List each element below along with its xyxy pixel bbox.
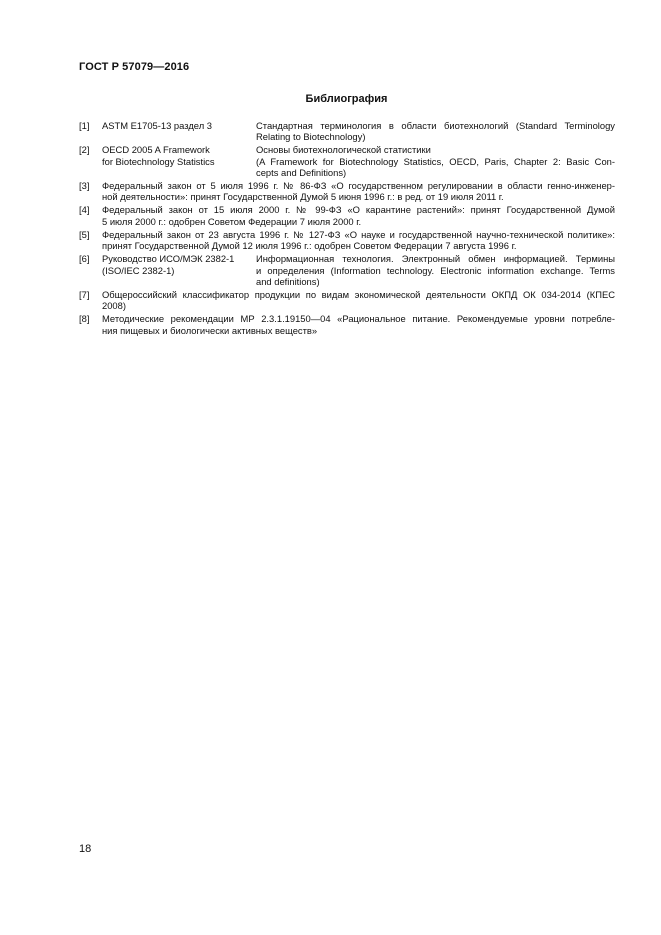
entry-description <box>256 253 615 287</box>
source-line: for Biotechnology Statistics <box>102 155 215 167</box>
description-line: Стандартная терминология в области биотехнологий (Standard Terminology <box>256 120 615 131</box>
source-line: (ISO/IEC 2382-1) <box>102 264 175 276</box>
bibliography-entry <box>79 204 615 227</box>
entry-line: Федеральный закон от 15 июля 2000 г. № 99-ФЗ «О карантине растений»: принят Государственной Думой <box>102 204 615 216</box>
entry-text <box>102 289 615 312</box>
document-header: ГОСТ Р 57079—2016 <box>79 61 190 73</box>
entry-number: [4] <box>79 204 90 216</box>
bibliography-entry <box>79 229 615 252</box>
entry-number: [5] <box>79 228 90 240</box>
entry-description <box>256 120 615 143</box>
source-line: Руководство ИСО/МЭК 2382-1 <box>102 253 235 265</box>
description-line: Основы биотехнологической статистики <box>256 144 431 156</box>
entry-source <box>102 120 256 143</box>
description-line: and definitions) <box>256 275 320 287</box>
bibliography-entry <box>79 313 615 336</box>
bibliography-list <box>79 120 615 338</box>
entry-line: ния пищевых и биологически активных веществ» <box>102 324 318 336</box>
page-title <box>0 93 661 105</box>
bibliography-entry <box>79 180 615 203</box>
entry-line: 5 июля 2000 г.: одобрен Советом Федерации 7 июля 2000 г. <box>102 215 362 227</box>
entry-line: ной деятельности»: принят Государственной Думой 5 июня 1996 г.: в ред. от 19 июля 2011 г. <box>102 191 504 203</box>
entry-source <box>102 144 256 178</box>
bibliography-entry <box>79 289 615 312</box>
entry-number: [8] <box>79 313 90 325</box>
entry-line: 2008) <box>102 300 126 312</box>
entry-number: [6] <box>79 253 90 265</box>
entry-number: [7] <box>79 288 90 300</box>
entry-number: [1] <box>79 120 90 131</box>
bibliography-entry <box>79 120 615 143</box>
bibliography-title: Библиография <box>305 93 388 105</box>
description-line: cepts and Definitions) <box>256 166 347 178</box>
source-line: ASTM E1705-13 раздел 3 <box>102 120 212 131</box>
entry-number: [3] <box>79 180 90 192</box>
description-line: Relating to Biotechnology) <box>256 131 366 143</box>
description-line: и определения (Information technology. Electronic information exchange. Terms <box>256 264 615 276</box>
page-number: 18 <box>79 843 92 855</box>
entry-line: принят Государственной Думой 12 июля 1996 г.: одобрен Советом Федерации 7 августа 1996 г. <box>102 240 517 252</box>
description-line: Информационная технология. Электронный обмен информацией. Термины <box>256 253 615 265</box>
entry-text <box>102 204 615 227</box>
entry-line: Методические рекомендации МР 2.3.1.19150—04 «Рациональное питание. Рекомендуемые уровни потребле- <box>102 313 615 325</box>
bibliography-entry <box>79 253 615 287</box>
bibliography-entry <box>79 144 615 178</box>
entry-line: Федеральный закон от 5 июля 1996 г. № 86-ФЗ «О государственном регулировании в области генно-инженер- <box>102 180 615 192</box>
entry-source <box>102 253 256 287</box>
entry-line: Федеральный закон от 23 августа 1996 г. № 127-ФЗ «О науке и государственной научно-технической политике»: <box>102 228 615 240</box>
entry-text <box>102 229 615 252</box>
entry-line: Общероссийский классификатор продукции по видам экономической деятельности ОКПД ОК 034-2014 (КПЕС <box>102 288 615 300</box>
entry-text <box>102 313 615 336</box>
source-line: OECD 2005 A Framework <box>102 144 210 156</box>
description-line: (A Framework for Biotechnology Statistics, OECD, Paris, Chapter 2: Basic Con- <box>256 155 615 167</box>
entry-number: [2] <box>79 144 90 156</box>
entry-text <box>102 180 615 203</box>
entry-description <box>256 144 615 178</box>
